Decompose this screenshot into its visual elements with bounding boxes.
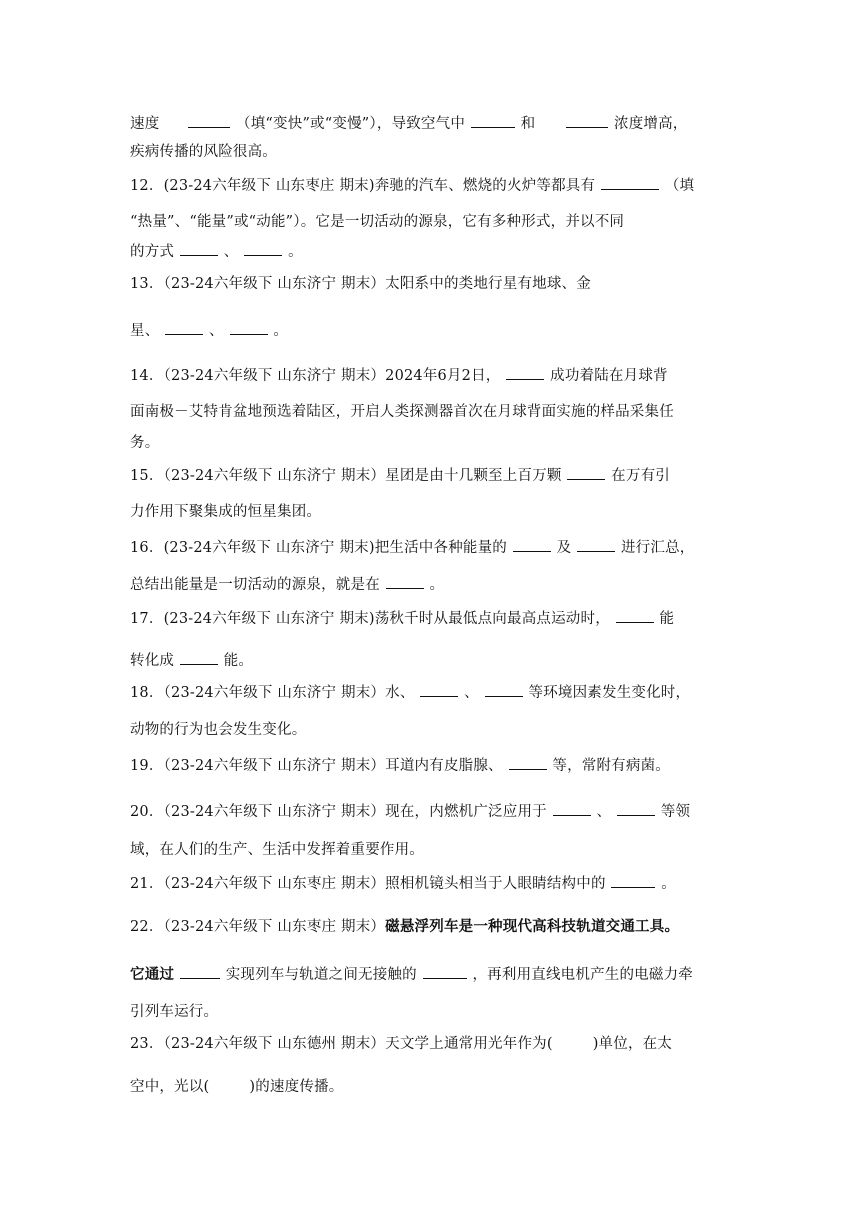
text: 。 xyxy=(288,244,303,260)
question-source: （23-24六年级下 山东枣庄 期末） xyxy=(163,919,386,935)
text: 把生活中各种能量的 xyxy=(374,540,508,556)
text: 的方式 xyxy=(130,244,175,260)
text: 等，常附有病菌。 xyxy=(552,758,670,774)
question-16-line-1 xyxy=(130,537,730,558)
answer-blank[interactable] xyxy=(180,650,218,665)
text: 太阳系中的类地行星有地球、金 xyxy=(385,276,591,292)
question-20-line-2: 域，在人们的生产、生活中发挥着重要作用。 xyxy=(130,842,424,858)
answer-blank[interactable] xyxy=(386,574,424,589)
text: 、 xyxy=(223,244,239,260)
question-11-line-1 xyxy=(130,113,730,134)
answer-blank[interactable] xyxy=(471,113,515,128)
question-18-line-1 xyxy=(130,682,730,703)
answer-blank[interactable] xyxy=(509,755,547,770)
text: 实现列车与轨道之间无接触的 xyxy=(225,967,417,983)
text: 总结出能量是一切活动的源泉，就是在 xyxy=(130,577,380,593)
question-20-line-1 xyxy=(130,801,730,822)
question-23-line-2 xyxy=(130,1077,730,1097)
text: )单位，在太 xyxy=(592,1036,673,1052)
answer-blank[interactable] xyxy=(423,964,467,979)
question-22-line-2 xyxy=(130,964,730,985)
text: 等环境因素发生变化时， xyxy=(528,685,691,701)
answer-blank[interactable] xyxy=(577,537,615,552)
question-number: 14． xyxy=(130,368,164,384)
question-14-line-2: 面南极－艾特肯盆地预选着陆区，开启人类探测器首次在月球背面实施的样品采集任 xyxy=(130,404,674,420)
question-source: (23-24六年级下 山东济宁 期末) xyxy=(163,540,375,556)
question-15-line-2: 力作用下聚集成的恒星集团。 xyxy=(130,504,322,520)
text: 。 xyxy=(273,323,289,339)
question-19-line-1 xyxy=(130,755,730,776)
text: 转化成 xyxy=(130,653,175,669)
text: )的速度传播。 xyxy=(249,1079,344,1095)
text: 浓度增高， xyxy=(614,116,688,132)
question-18-line-2: 动物的行为也会发生变化。 xyxy=(130,722,307,738)
answer-blank[interactable] xyxy=(180,241,218,256)
answer-blank[interactable] xyxy=(553,801,591,816)
question-number: 21． xyxy=(130,876,164,892)
question-source: （23-24六年级下 山东德州 期末） xyxy=(163,1036,386,1052)
text: 它通过 xyxy=(130,966,175,983)
answer-blank[interactable] xyxy=(601,175,659,190)
question-number: 13． xyxy=(130,276,164,292)
question-source: （23-24六年级下 山东济宁 期末） xyxy=(163,685,386,701)
text: （填 xyxy=(664,178,695,194)
text: 。 xyxy=(429,577,445,593)
text: 磁悬浮列车是一种现代高科技轨道交通工具。 xyxy=(385,918,680,935)
answer-blank[interactable] xyxy=(230,320,268,335)
question-number: 23． xyxy=(130,1036,164,1052)
text: 天文学上通常用光年作为( xyxy=(385,1036,553,1052)
text: 耳道内有皮脂腺、 xyxy=(385,758,503,774)
question-number: 16． xyxy=(130,540,164,556)
answer-blank[interactable] xyxy=(165,320,203,335)
text: 等领 xyxy=(660,804,691,820)
text: 速度 xyxy=(130,116,160,132)
question-source: （23-24六年级下 山东济宁 期末） xyxy=(163,804,386,820)
answer-blank[interactable] xyxy=(513,537,551,552)
question-12-line-3 xyxy=(130,241,730,262)
question-source: （23-24六年级下 山东济宁 期末） xyxy=(163,276,386,292)
text: 现在，内燃机广泛应用于 xyxy=(385,804,547,820)
text: 在万有引 xyxy=(611,468,670,484)
text: 、 xyxy=(596,804,612,820)
question-14-line-3: 务。 xyxy=(130,435,160,451)
answer-blank[interactable] xyxy=(617,801,655,816)
answer-blank[interactable] xyxy=(188,113,230,128)
question-15-line-1 xyxy=(130,465,730,486)
answer-blank[interactable] xyxy=(244,241,282,256)
text: 水、 xyxy=(385,685,415,701)
text: 星团是由十几颗至上百万颗 xyxy=(385,468,562,484)
question-source: (23-24六年级下 山东枣庄 期末) xyxy=(163,178,375,194)
text: 照相机镜头相当于人眼睛结构中的 xyxy=(385,876,606,892)
text: （填“变快”或“变慢”），导致空气中 xyxy=(236,116,466,132)
text: 、 xyxy=(209,323,224,339)
question-22-line-1 xyxy=(130,917,730,937)
question-14-line-1 xyxy=(130,365,730,386)
question-22-line-3: 引列车运行。 xyxy=(130,1004,219,1020)
text: 及 xyxy=(556,540,572,556)
question-17-line-1 xyxy=(130,608,730,629)
text: 空中，光以( xyxy=(130,1079,210,1095)
question-source: （23-24六年级下 山东枣庄 期末） xyxy=(163,876,386,892)
question-number: 15． xyxy=(130,468,164,484)
question-source: (23-24六年级下 山东济宁 期末) xyxy=(163,611,375,627)
question-number: 12． xyxy=(130,178,164,194)
question-number: 22． xyxy=(130,919,164,935)
question-11-line-2: 疾病传播的风险很高。 xyxy=(130,144,277,160)
question-number: 18． xyxy=(130,685,164,701)
answer-blank[interactable] xyxy=(566,113,608,128)
text: 、 xyxy=(464,685,479,701)
question-13-line-2 xyxy=(130,320,730,341)
text: 星、 xyxy=(130,323,160,339)
answer-blank[interactable] xyxy=(180,964,220,979)
question-12-line-2: “热量”、“能量”或“动能”）。它是一切活动的源泉，它有多种形式，并以不同 xyxy=(130,214,625,230)
question-17-line-2 xyxy=(130,650,730,671)
answer-blank[interactable] xyxy=(567,465,605,480)
question-number: 17． xyxy=(130,611,164,627)
question-source: （23-24六年级下 山东济宁 期末） xyxy=(163,368,386,384)
text: ，再利用直线电机产生的电磁力牵 xyxy=(472,967,693,983)
text: 奔驰的汽车、燃烧的火炉等都具有 xyxy=(374,178,596,194)
question-number: 20． xyxy=(130,804,164,820)
text: 能。 xyxy=(223,653,254,669)
question-number: 19． xyxy=(130,758,164,774)
text: 能 xyxy=(659,611,675,627)
answer-blank[interactable] xyxy=(485,682,523,697)
question-16-line-2 xyxy=(130,574,730,595)
text: 成功着陆在月球背 xyxy=(550,368,668,384)
text: 荡秋千时从最低点向最高点运动时， xyxy=(374,611,610,627)
question-13-line-1 xyxy=(130,274,730,294)
answer-blank[interactable] xyxy=(611,873,655,888)
text: 2024年6月2日， xyxy=(385,368,501,384)
text: 和 xyxy=(520,116,536,132)
question-12-line-1 xyxy=(130,175,730,196)
text: 。 xyxy=(661,876,676,892)
answer-blank[interactable] xyxy=(506,365,544,380)
question-21-line-1 xyxy=(130,873,730,894)
answer-blank[interactable] xyxy=(616,608,654,623)
text: 进行汇总， xyxy=(620,540,695,556)
answer-blank[interactable] xyxy=(420,682,458,697)
question-23-line-1 xyxy=(130,1034,730,1054)
question-source: （23-24六年级下 山东济宁 期末） xyxy=(163,468,386,484)
question-source: （23-24六年级下 山东济宁 期末） xyxy=(163,758,386,774)
